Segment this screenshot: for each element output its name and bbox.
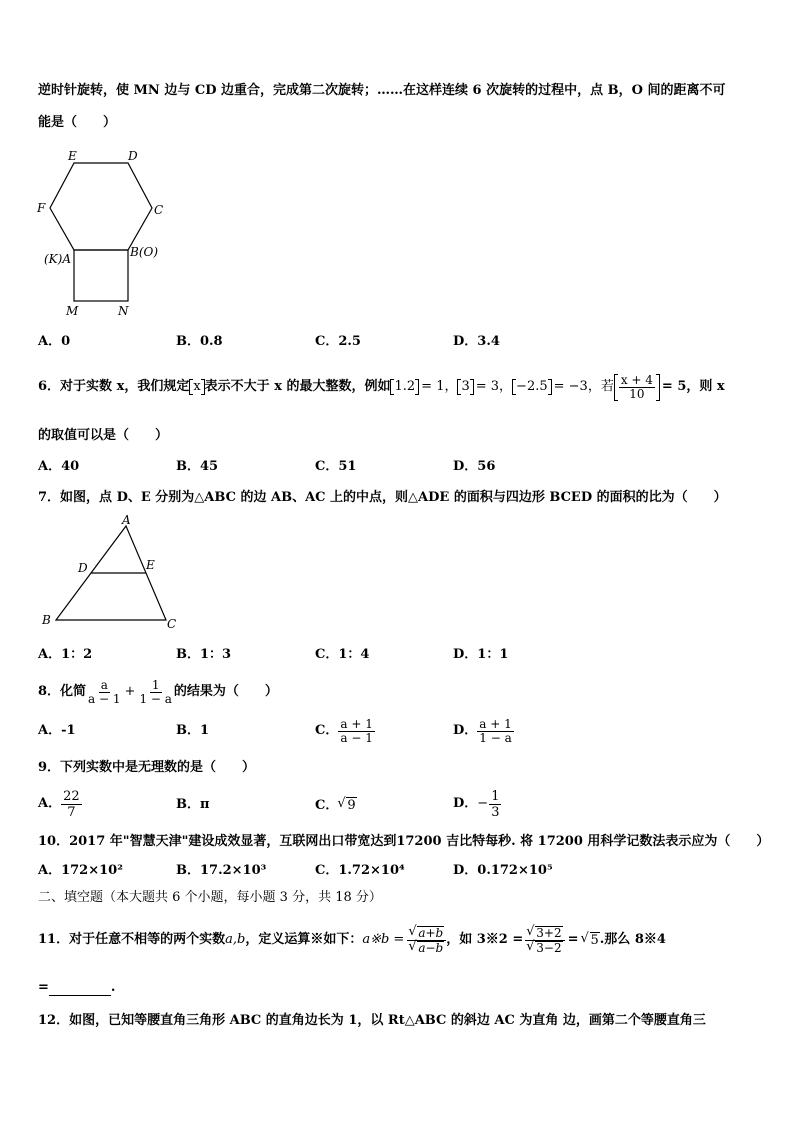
hex-label-e: E: [68, 149, 77, 163]
q6-option-c[interactable]: C．51: [315, 459, 357, 474]
q8-optc-den: a − 1: [340, 730, 373, 745]
tri-label-d: D: [78, 561, 88, 575]
q10-option-c[interactable]: C．1.72×10⁴: [315, 863, 405, 878]
q6-option-b[interactable]: B．45: [176, 459, 219, 474]
q6-ex3: −2.5: [512, 379, 552, 395]
q6-eq: = 5，则 x: [661, 379, 725, 394]
q6-ex1-out: = 1，: [421, 379, 458, 394]
q8-option-c[interactable]: [315, 713, 375, 749]
q8-post: 的结果为（ ）: [173, 684, 278, 699]
q6-floor-frac: [614, 374, 660, 401]
q6-text-line1: [38, 370, 725, 404]
q6-text-line2: 的取值可以是（ ）: [38, 428, 169, 443]
q5-option-d[interactable]: D．3.4: [453, 334, 500, 349]
q8-text: [38, 675, 278, 709]
q9-text: 9．下列实数中是无理数的是（ ）: [38, 760, 256, 775]
q8-frac2-num: 1: [151, 677, 160, 692]
q10-option-d[interactable]: D．0.172×10⁵: [453, 863, 553, 878]
q8-optc-num: a + 1: [340, 716, 373, 731]
hex-label-f: F: [37, 201, 46, 215]
q11-ex-pre: ，如 3※2 =: [446, 932, 524, 947]
q11-ex-den: √ 3−2: [535, 941, 562, 955]
hex-label-c: C: [154, 203, 164, 217]
q6-option-d[interactable]: D．56: [453, 459, 496, 474]
q8-option-b[interactable]: B．1: [176, 723, 210, 738]
q5-option-a[interactable]: A．0: [38, 334, 71, 349]
q9-opta-num: 22: [63, 788, 80, 804]
q9-optd-sign: −: [477, 796, 489, 811]
q5-hexagon-square-figure: [34, 143, 174, 323]
q6-floor-x: x: [189, 379, 204, 395]
q8-pre: 8．化简: [38, 684, 87, 699]
q11-mid: ，定义运算※如下：: [245, 932, 363, 947]
q6-ex2: 3: [457, 379, 473, 395]
hex-label-ka: (K)A: [44, 252, 71, 266]
hex-label-bo: B(O): [130, 245, 159, 259]
q6-pre: 6．对于实数 x，我们规定: [38, 379, 190, 394]
tri-label-e: E: [146, 558, 155, 572]
q9-opta-prefix: A．: [38, 796, 62, 811]
square-label-m: M: [66, 304, 79, 318]
q8-plus: +: [124, 684, 136, 699]
q11-def-den: √ a−b: [417, 941, 444, 955]
q9-option-c[interactable]: [315, 797, 357, 814]
q10-option-a[interactable]: A．172×10²: [38, 863, 123, 878]
q6-option-a[interactable]: A．40: [38, 459, 80, 474]
q5-text-line1: 逆时针旋转，使 MN 边与 CD 边重合，完成第二次旋转；……在这样连续 6 次旋转的过程中，点 B，O 间的距离不可: [38, 83, 726, 98]
q6-ex1: 1.2: [390, 379, 419, 395]
q8-frac1-den: a − 1: [88, 691, 121, 706]
q8-optd-den: 1 − a: [479, 730, 512, 745]
q9-optd-prefix: D．: [453, 796, 478, 811]
q8-optd-prefix: D．: [453, 723, 478, 738]
q9-opta-den: 7: [67, 804, 76, 820]
q6-ex3-out: = −3，若: [553, 379, 614, 394]
q8-frac2: [137, 679, 173, 706]
q11-ex-eq: =: [567, 932, 579, 947]
q6-mid: 表示不大于 x 的最大整数，例如: [204, 379, 391, 394]
q7-option-b[interactable]: B．1：3: [176, 647, 232, 662]
q8-optd-num: a + 1: [479, 716, 512, 731]
q11-ex-val: √ 5: [590, 932, 600, 949]
q7-option-d[interactable]: D．1：1: [453, 647, 509, 662]
q11-equals: =: [38, 980, 49, 995]
q9-optd-num: 1: [491, 788, 500, 804]
q7-text: 7．如图，点 D、E 分别为△ABC 的边 AB、AC 上的中点，则△ADE 的面积与四边形 BCED 的面积的比为（ ）: [38, 490, 727, 505]
tri-label-b: B: [42, 613, 51, 627]
q12-text: 12．如图，已知等腰直角三角形 ABC 的直角边长为 1，以 Rt△ABC 的斜边 AC 为直角 边，画第二个等腰直角三: [38, 1013, 706, 1028]
q11-text-line1: [38, 918, 666, 962]
q11-answer-blank[interactable]: [49, 995, 111, 996]
q5-text-line2: 能是（ ）: [38, 115, 117, 130]
q10-text: 10．2017 年"智慧天津"建设成效显著，互联网出口带宽达到17200 吉比特每秒. 将 17200 用科学记数法表示应为（ ）: [38, 834, 770, 849]
q6-frac-num: x + 4: [620, 372, 653, 387]
q6-frac-den: 10: [629, 386, 645, 401]
section-heading-fill-in: 二、填空题（本大题共 6 个小题，每小题 3 分，共 18 分）: [38, 890, 382, 905]
q11-text-line2: = .: [38, 980, 116, 995]
tri-label-c: C: [167, 617, 177, 631]
tri-label-a: A: [122, 513, 131, 527]
q11-pre: 11．对于任意不相等的两个实数: [38, 932, 226, 947]
q8-frac2-den: 1 − a: [139, 691, 172, 706]
q7-option-c[interactable]: C．1：4: [315, 647, 370, 662]
q11-post: .那么 8※4: [599, 932, 666, 947]
square-label-n: N: [118, 304, 129, 318]
q10-option-b[interactable]: B．17.2×10³: [176, 863, 267, 878]
q11-def-num: √ a+b: [417, 926, 444, 940]
q11-ex-num: √ 3+2: [535, 926, 562, 940]
q9-optd-den: 3: [491, 804, 500, 820]
q7-triangle-figure: [36, 512, 186, 634]
q9-option-b[interactable]: B．π: [176, 797, 210, 812]
q9-option-a[interactable]: [38, 785, 82, 823]
q8-frac1: [86, 679, 122, 706]
q5-option-c[interactable]: C．2.5: [315, 334, 361, 349]
q11-vars: a,b: [225, 932, 246, 947]
q9-option-d[interactable]: [453, 785, 501, 823]
q8-option-d[interactable]: [453, 713, 514, 749]
hex-label-d: D: [128, 149, 138, 163]
q5-option-b[interactable]: B．0.8: [176, 334, 223, 349]
q11-def-lhs: a※b =: [362, 932, 405, 947]
q8-optc-prefix: C．: [315, 723, 339, 738]
q8-frac1-num: a: [100, 677, 108, 692]
q8-option-a[interactable]: A．-1: [38, 723, 76, 738]
q6-ex2-out: = 3，: [475, 379, 513, 394]
q9-optc-prefix: C．: [315, 797, 339, 813]
q9-optc-radicand: √ 9: [346, 797, 356, 814]
q7-option-a[interactable]: A．1：2: [38, 647, 93, 662]
